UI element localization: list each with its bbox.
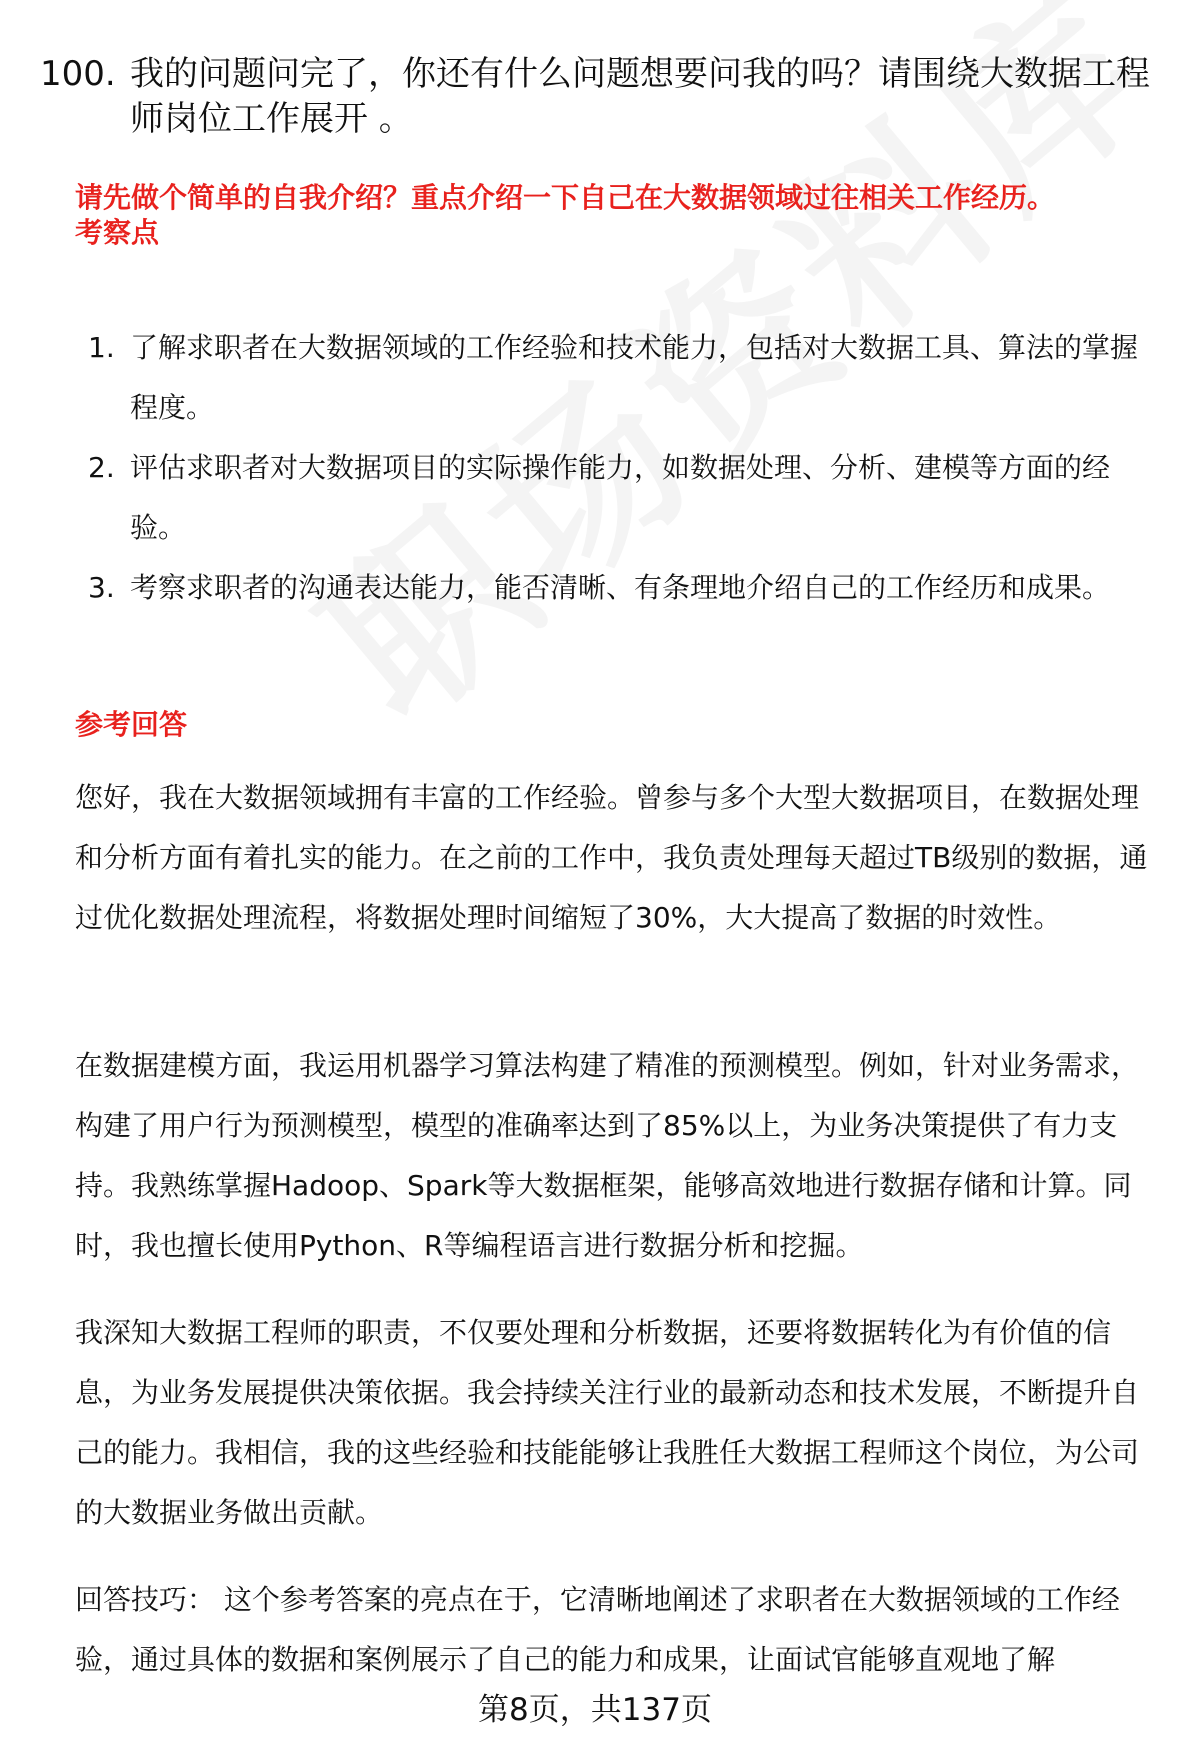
assessment-item-number: 2. <box>88 451 115 484</box>
assessment-item <box>88 318 1160 438</box>
assessment-item-text: 了解求职者在大数据领域的工作经验和技术能力，包括对大数据工具、算法的掌握程度。 <box>130 331 1139 424</box>
page-footer: 第8页，共137页 <box>478 1692 712 1728</box>
assessment-item-text: 考察求职者的沟通表达能力，能否清晰、有条理地介绍自己的工作经历和成果。 <box>130 571 1111 604</box>
intro-question: 请先做个简单的自我介绍？重点介绍一下自己在大数据领域过往相关工作经历。 <box>75 181 1056 214</box>
question-number: 100. <box>40 54 116 94</box>
assessment-item-text: 评估求职者对大数据项目的实际操作能力，如数据处理、分析、建模等方面的经验。 <box>130 451 1111 544</box>
question-text: 我的问题问完了，你还有什么问题想要问我的吗？请围绕大数据工程师岗位工作展开 。 <box>130 54 1150 139</box>
assessment-list <box>88 318 1160 618</box>
reference-heading: 参考回答 <box>75 708 188 741</box>
assessment-item-number: 3. <box>88 571 115 604</box>
assessment-item-number: 1. <box>88 331 115 364</box>
answer-paragraph: 在数据建模方面，我运用机器学习算法构建了精准的预测模型。例如，针对业务需求，构建了用户行为预测模型，模型的准确率达到了85%以上，为业务决策提供了有力支持。我熟练掌握Hadoop、Spark等大数据框架，能够高效地进行数据存储和计算。同时，我也擅长使用Python、R等编程语言进行数据分析和挖掘。 <box>75 1049 1140 1262</box>
answer-paragraph: 您好，我在大数据领域拥有丰富的工作经验。曾参与多个大型大数据项目，在数据处理和分析方面有着扎实的能力。在之前的工作中，我负责处理每天超过TB级别的数据，通过优化数据处理流程，将数据处理时间缩短了30%，大大提高了数据的时效性。 <box>75 781 1148 934</box>
assessment-item <box>88 558 1160 618</box>
answer-paragraph: 我深知大数据工程师的职责，不仅要处理和分析数据，还要将数据转化为有价值的信息，为业务发展提供决策依据。我会持续关注行业的最新动态和技术发展，不断提升自己的能力。我相信，我的这些经验和技能能够让我胜任大数据工程师这个岗位，为公司的大数据业务做出贡献。 <box>75 1316 1140 1529</box>
answer-tips: 回答技巧： 这个参考答案的亮点在于，它清晰地阐述了求职者在大数据领域的工作经验，通过具体的数据和案例展示了自己的能力和成果，让面试官能够直观地了解 <box>75 1583 1120 1676</box>
question-heading <box>40 52 1160 142</box>
assessment-heading: 考察点 <box>75 216 160 249</box>
assessment-item <box>88 438 1160 558</box>
